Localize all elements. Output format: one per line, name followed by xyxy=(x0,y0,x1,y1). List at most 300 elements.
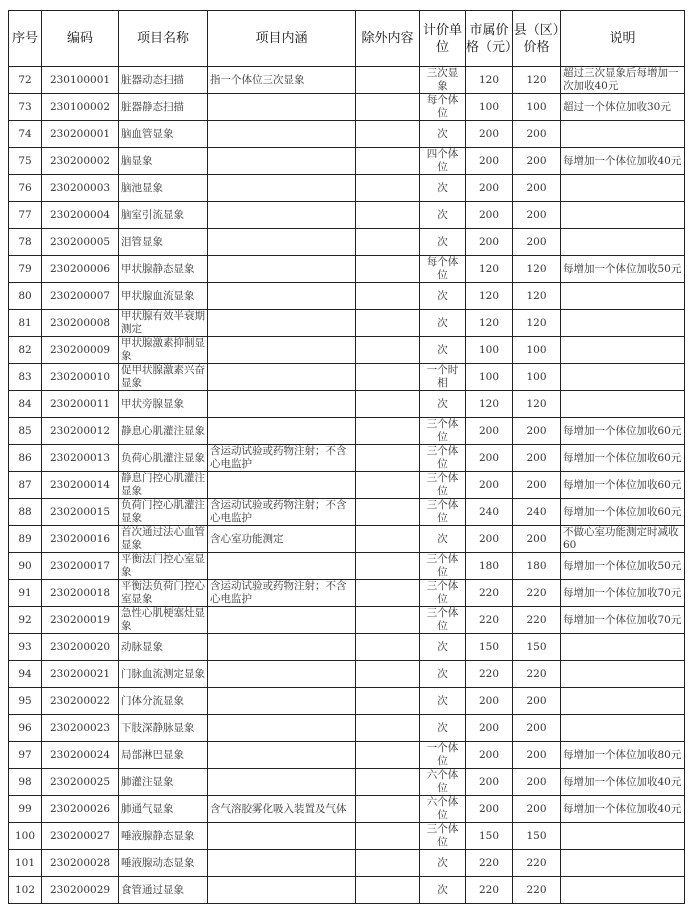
cell-text: 六个体位 xyxy=(426,769,459,794)
cell-seq xyxy=(9,661,42,688)
cell-code xyxy=(42,742,119,769)
cell-text xyxy=(356,418,419,444)
cell-text: 120 xyxy=(526,73,547,86)
cell-county-price xyxy=(513,823,561,850)
cell-county-price xyxy=(513,607,561,634)
cell-unit xyxy=(420,283,466,310)
cell-name xyxy=(119,715,208,742)
cell-text: 200 xyxy=(478,451,500,464)
cell-text: 75 xyxy=(18,154,32,167)
cell-text xyxy=(356,67,419,93)
cell-seq xyxy=(9,607,42,634)
cell-text: 230200008 xyxy=(49,316,111,329)
cell-text: 230200027 xyxy=(49,829,111,842)
cell-name xyxy=(119,202,208,229)
cell-text: 次 xyxy=(437,181,448,194)
cell-name xyxy=(119,580,208,607)
cell-text: 120 xyxy=(478,73,500,86)
cell-text: 含运动试验或药物注射；不含心电监护 xyxy=(210,580,347,605)
header-seq xyxy=(9,11,42,67)
header-name xyxy=(119,11,208,67)
cell-county-price xyxy=(513,796,561,823)
table-row xyxy=(9,580,685,607)
table-row xyxy=(9,256,685,283)
cell-note xyxy=(561,94,685,121)
cell-content xyxy=(208,661,356,688)
cell-excluded xyxy=(356,688,420,715)
cell-text: 150 xyxy=(478,640,500,653)
cell-text xyxy=(561,364,684,390)
cell-content xyxy=(208,337,356,364)
cell-excluded xyxy=(356,526,420,553)
cell-unit xyxy=(420,688,466,715)
cell-text: 门脉血流测定显象 xyxy=(121,667,205,680)
cell-excluded xyxy=(356,742,420,769)
cell-code xyxy=(42,148,119,175)
cell-name xyxy=(119,67,208,94)
cell-text: 180 xyxy=(526,559,547,572)
cell-text: 230200005 xyxy=(49,235,111,248)
cell-code xyxy=(42,202,119,229)
table-row xyxy=(9,229,685,256)
cell-city-price xyxy=(466,661,513,688)
cell-unit xyxy=(420,94,466,121)
cell-text: 脏器动态扫描 xyxy=(121,73,184,86)
cell-excluded xyxy=(356,256,420,283)
table-row xyxy=(9,607,685,634)
cell-name xyxy=(119,823,208,850)
cell-city-price xyxy=(466,121,513,148)
cell-note xyxy=(561,337,685,364)
table-row xyxy=(9,715,685,742)
cell-county-price xyxy=(513,553,561,580)
cell-text xyxy=(561,121,684,147)
cell-text xyxy=(208,391,355,417)
cell-text: 每增加一个体位加收70元 xyxy=(563,613,682,626)
cell-text: 甲状腺血流显象 xyxy=(121,289,195,302)
cell-content xyxy=(208,499,356,526)
cell-text: 脑室引流显象 xyxy=(121,208,184,221)
cell-content xyxy=(208,688,356,715)
cell-text: 每增加一个体位加收60元 xyxy=(563,505,682,518)
cell-text: 促甲状腺激素兴奋显象 xyxy=(121,364,205,389)
cell-text xyxy=(356,526,419,552)
cell-note xyxy=(561,769,685,796)
cell-excluded xyxy=(356,364,420,391)
cell-text: 100 xyxy=(478,343,500,356)
cell-text xyxy=(356,607,419,633)
cell-excluded xyxy=(356,391,420,418)
cell-excluded xyxy=(356,67,420,94)
cell-text: 230200003 xyxy=(49,181,111,194)
cell-text: 泪管显象 xyxy=(121,235,163,248)
cell-content xyxy=(208,769,356,796)
cell-text: 200 xyxy=(478,802,500,815)
cell-text xyxy=(208,337,355,363)
cell-note xyxy=(561,418,685,445)
cell-county-price xyxy=(513,634,561,661)
cell-text: 230200004 xyxy=(49,208,111,221)
cell-content xyxy=(208,877,356,904)
cell-text xyxy=(356,364,419,390)
price-table xyxy=(8,10,685,904)
cell-text: 74 xyxy=(18,127,32,140)
cell-city-price xyxy=(466,796,513,823)
table-row xyxy=(9,769,685,796)
cell-text: 230200011 xyxy=(49,397,111,410)
cell-text: 脑显象 xyxy=(121,154,153,167)
cell-text xyxy=(356,310,419,336)
cell-excluded xyxy=(356,94,420,121)
cell-text: 120 xyxy=(526,262,547,275)
cell-text: 230200020 xyxy=(49,640,111,653)
cell-city-price xyxy=(466,391,513,418)
cell-code xyxy=(42,688,119,715)
cell-excluded xyxy=(356,418,420,445)
cell-text: 次 xyxy=(437,532,448,545)
cell-text: 200 xyxy=(478,532,500,545)
cell-unit xyxy=(420,499,466,526)
cell-name xyxy=(119,877,208,904)
cell-name xyxy=(119,526,208,553)
cell-text: 次 xyxy=(437,289,448,302)
cell-text: 脑血管显象 xyxy=(121,127,174,140)
cell-unit xyxy=(420,202,466,229)
cell-text xyxy=(561,823,684,849)
cell-content xyxy=(208,796,356,823)
cell-content xyxy=(208,580,356,607)
cell-name xyxy=(119,337,208,364)
cell-name xyxy=(119,283,208,310)
cell-name xyxy=(119,121,208,148)
cell-text: 230200013 xyxy=(49,451,111,464)
cell-text xyxy=(561,634,684,660)
cell-text: 次 xyxy=(437,208,448,221)
cell-county-price xyxy=(513,175,561,202)
cell-text: 180 xyxy=(478,559,500,572)
header-label: 说明 xyxy=(609,31,636,46)
cell-text xyxy=(356,283,419,309)
cell-seq xyxy=(9,796,42,823)
cell-text: 220 xyxy=(478,667,500,680)
cell-text: 230200019 xyxy=(49,613,111,626)
cell-text: 120 xyxy=(478,289,500,302)
cell-text: 230200001 xyxy=(49,127,111,140)
cell-unit xyxy=(420,877,466,904)
cell-content xyxy=(208,418,356,445)
cell-note xyxy=(561,796,685,823)
cell-text xyxy=(356,634,419,660)
cell-excluded xyxy=(356,796,420,823)
cell-text xyxy=(356,580,419,606)
cell-excluded xyxy=(356,175,420,202)
cell-text: 指一个体位三次显象 xyxy=(210,73,305,86)
cell-text: 200 xyxy=(478,775,500,788)
cell-seq xyxy=(9,364,42,391)
cell-text: 81 xyxy=(18,316,32,329)
cell-text xyxy=(356,229,419,255)
cell-text: 超过一个体位加收30元 xyxy=(563,100,671,113)
cell-name xyxy=(119,850,208,877)
cell-text xyxy=(356,823,419,849)
cell-text: 230200014 xyxy=(49,478,111,491)
cell-text: 负荷门控心肌灌注显象 xyxy=(121,499,205,524)
table-row xyxy=(9,661,685,688)
cell-note xyxy=(561,607,685,634)
cell-note xyxy=(561,310,685,337)
header-excluded xyxy=(356,11,420,67)
cell-text: 80 xyxy=(18,289,32,302)
cell-note xyxy=(561,472,685,499)
cell-city-price xyxy=(466,499,513,526)
header-row xyxy=(9,11,685,67)
cell-excluded xyxy=(356,445,420,472)
cell-text: 甲状旁腺显象 xyxy=(121,397,184,410)
cell-code xyxy=(42,310,119,337)
cell-text: 200 xyxy=(526,532,547,545)
cell-text: 150 xyxy=(478,829,500,842)
cell-seq xyxy=(9,769,42,796)
cell-text: 97 xyxy=(18,748,32,761)
cell-text: 84 xyxy=(18,397,32,410)
cell-text: 200 xyxy=(526,748,547,761)
cell-text: 次 xyxy=(437,640,448,653)
cell-text: 98 xyxy=(18,775,32,788)
cell-county-price xyxy=(513,688,561,715)
cell-text: 门体分流显象 xyxy=(121,694,184,707)
cell-text: 三个体位 xyxy=(426,418,459,443)
cell-name xyxy=(119,796,208,823)
cell-text: 120 xyxy=(526,397,547,410)
cell-excluded xyxy=(356,877,420,904)
cell-text: 平衡法门控心室显象 xyxy=(121,553,205,578)
header-content xyxy=(208,11,356,67)
cell-text: 200 xyxy=(478,721,500,734)
cell-text: 89 xyxy=(18,532,32,545)
cell-content xyxy=(208,742,356,769)
cell-text: 150 xyxy=(526,640,547,653)
header-label: 序号 xyxy=(11,31,38,46)
cell-text xyxy=(208,553,355,579)
cell-text xyxy=(356,769,419,795)
cell-text: 220 xyxy=(478,586,500,599)
header-city-price xyxy=(466,11,519,67)
cell-county-price xyxy=(513,148,561,175)
cell-unit xyxy=(420,148,466,175)
cell-text: 230100001 xyxy=(49,73,111,86)
cell-code xyxy=(42,67,119,94)
cell-code xyxy=(42,337,119,364)
cell-county-price xyxy=(513,391,561,418)
cell-text: 次 xyxy=(437,316,448,329)
cell-text: 每增加一个体位加收40元 xyxy=(563,802,682,815)
cell-text: 82 xyxy=(18,343,32,356)
cell-text: 101 xyxy=(14,856,36,869)
cell-note xyxy=(561,121,685,148)
cell-name xyxy=(119,472,208,499)
cell-text xyxy=(208,202,355,228)
cell-text: 230200010 xyxy=(49,370,111,383)
cell-unit xyxy=(420,661,466,688)
cell-name xyxy=(119,391,208,418)
cell-city-price xyxy=(466,607,513,634)
cell-content xyxy=(208,823,356,850)
cell-text xyxy=(208,661,355,687)
cell-text: 91 xyxy=(18,586,32,599)
header-note xyxy=(561,11,685,67)
cell-content xyxy=(208,607,356,634)
cell-text: 120 xyxy=(478,397,500,410)
cell-text: 三个体位 xyxy=(426,823,459,848)
cell-county-price xyxy=(513,445,561,472)
cell-text: 100 xyxy=(526,100,547,113)
cell-city-price xyxy=(466,742,513,769)
cell-county-price xyxy=(513,715,561,742)
cell-text xyxy=(356,553,419,579)
cell-content xyxy=(208,526,356,553)
cell-text: 每增加一个体位加收60元 xyxy=(563,424,682,437)
cell-text: 次 xyxy=(437,235,448,248)
cell-text xyxy=(356,337,419,363)
cell-excluded xyxy=(356,715,420,742)
cell-text: 230200029 xyxy=(49,883,111,896)
cell-note xyxy=(561,553,685,580)
cell-code xyxy=(42,256,119,283)
cell-text: 每增加一个体位加收60元 xyxy=(563,478,682,491)
cell-text: 200 xyxy=(478,748,500,761)
cell-text: 93 xyxy=(18,640,32,653)
cell-name xyxy=(119,607,208,634)
cell-city-price xyxy=(466,445,513,472)
cell-text: 230200024 xyxy=(49,748,111,761)
cell-county-price xyxy=(513,526,561,553)
cell-text: 230200028 xyxy=(49,856,111,869)
cell-text: 230200017 xyxy=(49,559,111,572)
cell-excluded xyxy=(356,499,420,526)
cell-text: 200 xyxy=(478,235,500,248)
cell-text xyxy=(561,688,684,714)
cell-text: 含运动试验或药物注射；不含心电监护 xyxy=(210,499,347,524)
cell-text: 每增加一个体位加收50元 xyxy=(563,262,682,275)
cell-text xyxy=(208,823,355,849)
cell-text xyxy=(208,283,355,309)
cell-text xyxy=(356,175,419,201)
cell-text: 76 xyxy=(18,181,32,194)
cell-text: 230200009 xyxy=(49,343,111,356)
cell-text: 甲状腺激素抑制显象 xyxy=(121,337,205,362)
cell-text: 94 xyxy=(18,667,32,680)
cell-text: 三个体位 xyxy=(426,499,459,524)
cell-seq xyxy=(9,472,42,499)
header-label: 除外内容 xyxy=(361,31,414,46)
cell-text: 220 xyxy=(478,856,500,869)
cell-city-price xyxy=(466,229,513,256)
cell-text: 含心室功能测定 xyxy=(210,532,284,545)
cell-excluded xyxy=(356,148,420,175)
cell-city-price xyxy=(466,823,513,850)
cell-note xyxy=(561,202,685,229)
cell-text: 一个时相 xyxy=(426,364,459,389)
cell-text: 100 xyxy=(478,370,500,383)
cell-text: 87 xyxy=(18,478,32,491)
cell-code xyxy=(42,418,119,445)
cell-text xyxy=(356,661,419,687)
cell-text: 次 xyxy=(437,856,448,869)
cell-excluded xyxy=(356,769,420,796)
cell-content xyxy=(208,634,356,661)
cell-text xyxy=(561,283,684,309)
cell-seq xyxy=(9,553,42,580)
cell-text xyxy=(208,715,355,741)
table-row xyxy=(9,823,685,850)
cell-city-price xyxy=(466,526,513,553)
cell-text: 负荷心肌灌注显象 xyxy=(121,451,205,464)
cell-text: 超过三次显象后每增加一次加收40元 xyxy=(563,67,679,92)
cell-text xyxy=(356,445,419,471)
cell-text: 220 xyxy=(526,586,547,599)
cell-content xyxy=(208,283,356,310)
cell-unit xyxy=(420,445,466,472)
header-label: 县（区）价格 xyxy=(513,22,560,55)
cell-text: 230200022 xyxy=(49,694,111,707)
cell-seq xyxy=(9,742,42,769)
cell-note xyxy=(561,256,685,283)
cell-text xyxy=(356,742,419,768)
cell-text: 下肢深静脉显象 xyxy=(121,721,195,734)
cell-text: 每增加一个体位加收40元 xyxy=(563,775,682,788)
cell-note xyxy=(561,715,685,742)
cell-text: 每增加一个体位加收50元 xyxy=(563,559,682,572)
cell-text: 甲状腺静态显象 xyxy=(121,262,195,275)
cell-text: 三个体位 xyxy=(426,580,459,605)
cell-text: 220 xyxy=(526,613,547,626)
cell-text xyxy=(208,418,355,444)
cell-text xyxy=(208,634,355,660)
cell-city-price xyxy=(466,175,513,202)
table-row xyxy=(9,634,685,661)
table-row xyxy=(9,337,685,364)
cell-note xyxy=(561,499,685,526)
cell-text xyxy=(208,742,355,768)
header-county-price xyxy=(513,11,561,67)
cell-county-price xyxy=(513,661,561,688)
cell-text xyxy=(561,877,684,903)
cell-text: 次 xyxy=(437,397,448,410)
cell-text xyxy=(561,202,684,228)
cell-text xyxy=(356,850,419,876)
cell-note xyxy=(561,823,685,850)
table-row xyxy=(9,202,685,229)
cell-text: 唾液腺静态显象 xyxy=(121,829,195,842)
cell-city-price xyxy=(466,364,513,391)
cell-name xyxy=(119,661,208,688)
cell-text: 200 xyxy=(478,154,500,167)
cell-note xyxy=(561,688,685,715)
cell-text: 83 xyxy=(18,370,32,383)
cell-unit xyxy=(420,256,466,283)
cell-code xyxy=(42,850,119,877)
cell-text: 三个体位 xyxy=(426,553,459,578)
cell-name xyxy=(119,310,208,337)
cell-text xyxy=(561,715,684,741)
cell-city-price xyxy=(466,688,513,715)
cell-text: 200 xyxy=(526,694,547,707)
cell-text xyxy=(356,256,419,282)
cell-text: 120 xyxy=(526,316,547,329)
cell-excluded xyxy=(356,580,420,607)
header-label: 项目内涵 xyxy=(255,31,308,46)
cell-note xyxy=(561,283,685,310)
